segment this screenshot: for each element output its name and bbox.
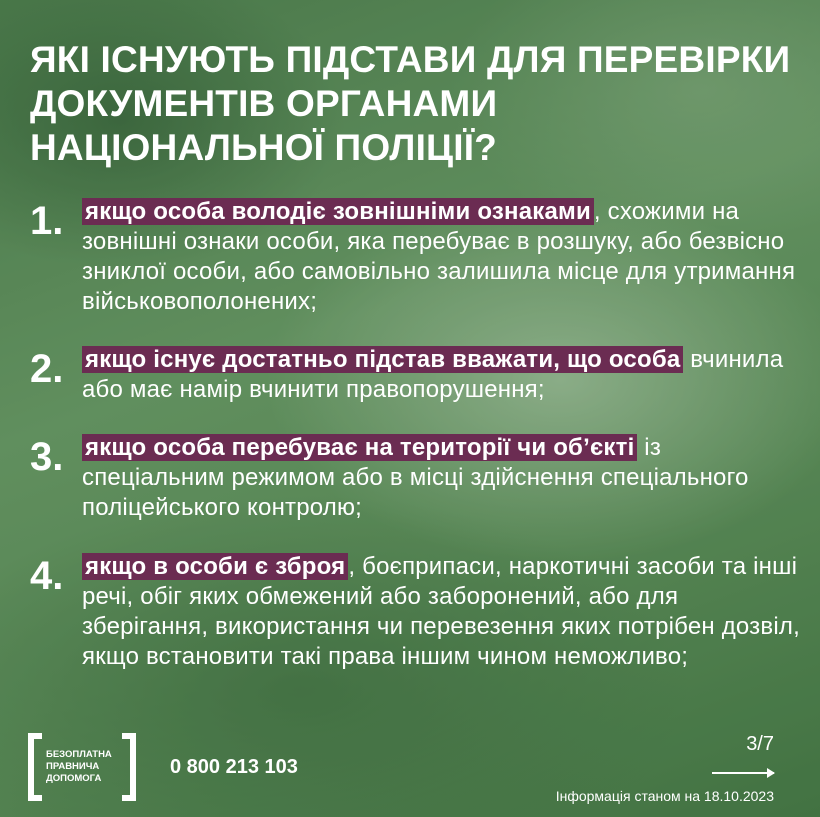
item-number: 3. — [30, 435, 64, 479]
logo — [28, 733, 136, 801]
item-text — [82, 552, 802, 672]
logo-bracket-left — [28, 733, 42, 801]
item-number: 4. — [30, 554, 64, 598]
arrow-right-icon[interactable] — [712, 772, 774, 774]
logo-text — [46, 749, 112, 785]
item-text — [82, 433, 802, 523]
item-rest: , схожими на зовнішні ознаки особи, яка перебуває в розшуку, або безвісно зниклої особи, або самовільно залишила місце для утримання військовополонених; — [82, 198, 796, 315]
page-indicator: 3/7 — [746, 733, 774, 755]
logo-line: БЕЗОПЛАТНА — [46, 749, 112, 760]
item-highlight: якщо особа перебуває на території чи об’єкті — [82, 434, 637, 461]
item-text — [82, 345, 802, 405]
phone-number: 0 800 213 103 — [170, 756, 298, 778]
item-number: 1. — [30, 199, 64, 243]
info-date: Інформація станом на 18.10.2023 — [555, 788, 774, 804]
item-rest: вчинила або має намір вчинити правопорушення; — [82, 346, 784, 403]
item-rest: із спеціальним режимом або в місці здійснення спеціального поліцейського контролю; — [82, 434, 749, 521]
logo-line: ПРАВНИЧА — [46, 761, 100, 772]
item-highlight: якщо особа володіє зовнішніми ознаками — [82, 198, 594, 225]
item-highlight: якщо існує достатньо підстав вважати, що особа — [82, 346, 683, 373]
item-number: 2. — [30, 347, 64, 391]
item-highlight: якщо в особи є зброя — [82, 553, 348, 580]
logo-bracket-right — [122, 733, 136, 801]
page-title: ЯКІ ІСНУЮТЬ ПІДСТАВИ ДЛЯ ПЕРЕВІРКИ ДОКУМЕНТІВ ОРГАНАМИ НАЦІОНАЛЬНОЇ ПОЛІЦІЇ? — [30, 39, 791, 168]
item-rest: , боєприпаси, наркотичні засоби та інші речі, обіг яких обмежений або заборонений, або для зберігання, використання чи перевезення яких потрібен дозвіл, якщо встановити такі права іншим чином неможливо; — [82, 553, 800, 670]
logo-line: ДОПОМОГА — [46, 773, 102, 784]
item-text — [82, 197, 802, 317]
